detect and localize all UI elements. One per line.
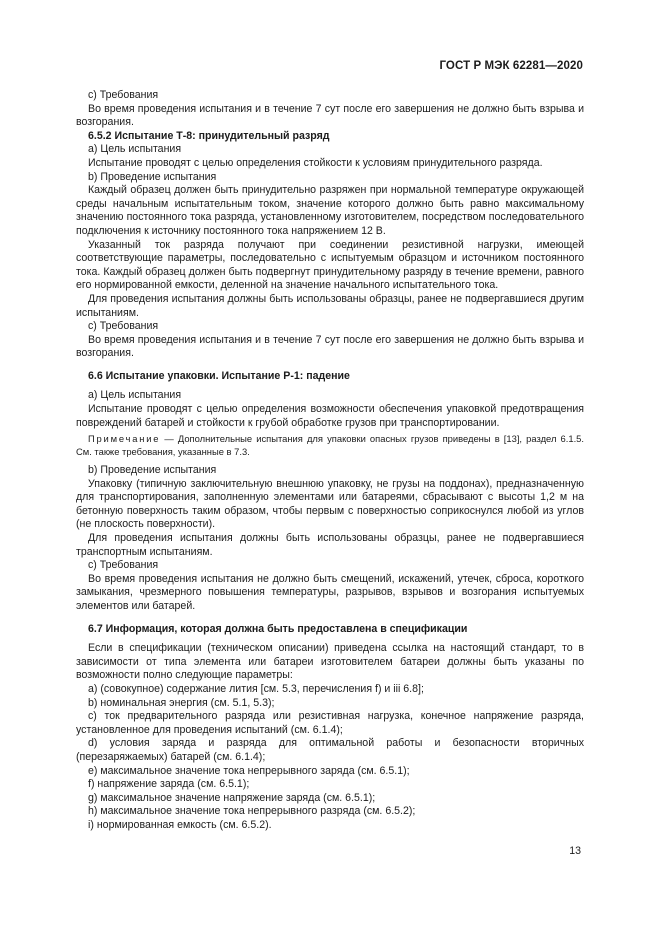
paragraph: e) максимальное значение тока непрерывного заряда (см. 6.5.1); — [88, 764, 410, 777]
paragraph: Во время проведения испытания и в течение 7 сут после его завершения не должно быть взрыва и возгорания. — [76, 333, 584, 360]
paragraph: c) Требования — [88, 559, 159, 572]
paragraph: Испытание проводят с целью определения возможности обеспечения упаковкой предотвращения повреждений батарей и стойкости к грубой обработке грузов при транспортировании. — [76, 403, 584, 429]
paragraph: c) Требования — [88, 89, 159, 101]
paragraph: Во время проведения испытания не должно быть смещений, искажений, утечек, сброса, короткого замыкания, чрезмерного повышения температуры, разрывов, взрывов и возгорания испытуемых элементов или батарей. — [76, 572, 584, 612]
paragraph: Для проведения испытания должны быть использованы образцы, ранее не подвергавшиеся транспортным испытаниям. — [76, 532, 584, 558]
paragraph: Испытание проводят с целью определения стойкости к условиям принудительного разряда. — [88, 156, 543, 169]
paragraph: a) Цель испытания — [88, 143, 182, 156]
note-text: — Дополнительные испытания для упаковки опасных грузов приведены в [13], раздел 6.1.5. См. также требования, указанные в 7.3. — [76, 433, 584, 457]
paragraph: a) Цель испытания — [88, 389, 182, 402]
section-heading: 6.5.2 Испытание Т-8: принудительный разряд — [88, 129, 330, 142]
paragraph: f) напряжение заряда (см. 6.5.1); — [88, 778, 250, 791]
paragraph: c) ток предварительного разряда или резистивная нагрузка, конечное напряжение разряда, установленное для проведения испытаний (см. 6.1.4); — [76, 710, 584, 736]
paragraph: h) максимальное значение тока непрерывного разряда (см. 6.5.2); — [88, 805, 416, 818]
paragraph: i) нормированная емкость (см. 6.5.2). — [88, 818, 272, 831]
paragraph: Указанный ток разряда получают при соединении резистивной нагрузки, имеющей соответствующие параметры, последовательно с испытуемым образцом и источником постоянного тока. Каждый образец должен быть подвергнут принудительному разряду в течение времени, равного его нормированной емкости, деленной на значение начального испытательного тока. — [76, 238, 584, 292]
spacer — [76, 361, 584, 370]
paragraph: g) максимальное значение напряжение заряда (см. 6.5.1); — [88, 791, 376, 804]
paragraph: d) условия заряда и разряда для оптимальной работы и безопасности вторичных (перезаряжаемых) батарей (см. 6.1.4); — [76, 737, 584, 763]
section-heading: 6.7 Информация, которая должна быть предоставлена в спецификации — [88, 622, 468, 635]
standard-header: ГОСТ Р МЭК 62281—2020 — [439, 60, 583, 72]
paragraph: a) (совокупное) содержание лития [см. 5.3, перечисления f) и iii 6.8]; — [88, 682, 424, 695]
paragraph: Если в спецификации (техническом описании) приведена ссылка на настоящий стандарт, то в зависимости от типа элемента или батареи изготовителем батареи должны быть указаны по возможности полно следующие параметры: — [76, 642, 584, 682]
document-body — [76, 89, 584, 833]
paragraph: b) Проведение испытания — [88, 464, 217, 477]
paragraph: Во время проведения испытания и в течение 7 сут после его завершения не должно быть взрыва и возгорания. — [76, 102, 584, 129]
section-heading: 6.6 Испытание упаковки. Испытание Р-1: падение — [88, 369, 350, 382]
note-paragraph — [76, 433, 584, 458]
paragraph: Упаковку (типичную заключительную внешнюю упаковку, не грузы на поддонах), предназначенную для транспортирования, заполненную элементами или батареями, сбрасывают с высоты 1,2 м на бетонную поверхность таким образом, чтобы первым с поверхностью соприкоснулся любой из углов (не плоскость поверхности). — [76, 477, 584, 531]
paragraph: Для проведения испытания должны быть использованы образцы, ранее не подвергавшиеся другим испытаниям. — [76, 292, 584, 319]
paragraph: Каждый образец должен быть принудительно разряжен при нормальной температуре окружающей среды начальным испытательным током, значение которого должно быть равно максимальному значению постоянного тока разряда, установленному изготовителем, посредством последовательного подключения к источнику постоянного тока напряжением 12 В. — [76, 184, 584, 237]
paragraph: b) номинальная энергия (см. 5.1, 5.3); — [88, 696, 275, 709]
note-label: Примечание — [88, 433, 161, 445]
spacer — [76, 614, 584, 623]
paragraph: b) Проведение испытания — [88, 170, 217, 183]
paragraph: c) Требования — [88, 320, 159, 333]
page-number: 13 — [569, 845, 581, 857]
